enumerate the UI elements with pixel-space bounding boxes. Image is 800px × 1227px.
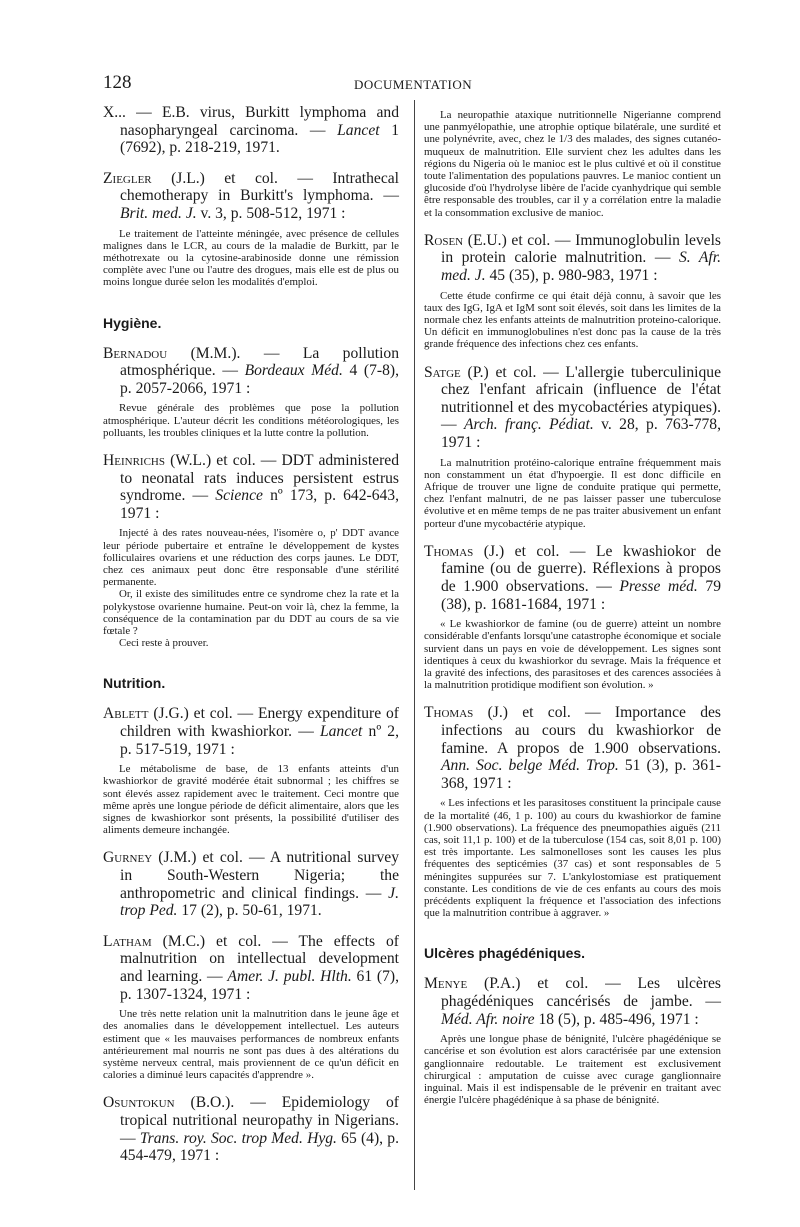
journal-name: Bordeaux Méd. bbox=[244, 362, 343, 380]
abstract-paragraph: Cette étude confirme ce qui était déjà connu, à savoir que les taux des IgG, IgA et IgM sont soit élevés, soit dans les limites de la normale chez les enfants atteints de malnutrition proteino-calorique. Un déficit en immunoglobulines n'est donc pas la cause de la très grande fréquence des infections chez ces enfants. bbox=[424, 289, 721, 351]
citation-text: X... — E.B. virus, Burkitt lymphoma and nasopharyngeal carcinoma. — bbox=[103, 104, 399, 139]
right-column bbox=[424, 104, 721, 1119]
citation-details: v. 3, p. 508-512, 1971 : bbox=[196, 204, 346, 222]
author-name: Bernadou bbox=[103, 344, 168, 362]
abstract-paragraph: Revue générale des problèmes que pose la pollution atmosphérique. L'auteur décrit les conditions météorologiques, les polluants, les troubles cliniques et la lutte contre la pollution. bbox=[103, 402, 399, 439]
citation-details: 79 (38), p. 1681-1684, 1971 : bbox=[441, 578, 721, 613]
citation bbox=[103, 1094, 399, 1164]
citation bbox=[424, 232, 721, 285]
citation bbox=[103, 452, 399, 522]
abstract-paragraph: Après une longue phase de bénignité, l'ulcère phagédénique se cancérise et son évolution est alors caractérisée par une extension ganglionnaire redoutable. Le traitement est exclusivement chirurgical : amputation de cuisse avec curage ganglionnaire inguinal. Mais il est indispensable de le prévenir en traitant avec énergie l'ulcère phagédénique à sa phase de bénignité. bbox=[424, 1033, 721, 1107]
journal-name: Trans. roy. Soc. trop Med. Hyg. bbox=[139, 1129, 337, 1147]
column-divider bbox=[414, 100, 415, 1190]
journal-name: Ann. Soc. belge Méd. Trop. bbox=[441, 757, 619, 775]
author-name: Ziegler bbox=[103, 169, 152, 187]
citation-details: nº 173, p. 642-643, 1971 : bbox=[120, 487, 399, 522]
author-name: Thomas bbox=[424, 542, 474, 560]
citation-details: v. 28, p. 763-778, 1971 : bbox=[441, 416, 721, 451]
abstract-paragraph: Le traitement de l'atteinte méningée, avec présence de cellules malignes dans le LCR, au cours de la maladie de Burkitt, par le méthotrexate ou la cytosine-arabinoside donne une rémission complète avec l'une ou l'autre des drogues, mais elle est de plus ou moins longue durée selon les modalités d'emploi. bbox=[103, 227, 399, 289]
citation bbox=[103, 933, 399, 1003]
bibliography-entry bbox=[103, 705, 399, 836]
abstract-paragraph: Injecté à des rates nouveau-nées, l'isomère o, p' DDT avance leur période pubertaire et entraîne le développement de kystes folliculaires ovariens et une réduction des corps jaunes. Le DDT, chez ces animaux peut donc être responsable d'une stérilité permanente. bbox=[103, 527, 399, 589]
section-heading: Nutrition. bbox=[103, 675, 166, 692]
citation-text: (W.L.) et col. — DDT administered to neonatal rats induces persistent estrus syndrome. — bbox=[120, 451, 399, 505]
abstract-paragraph: Une très nette relation unit la malnutrition dans le jeune âge et des anomalies dans le développement intellectuel. Les auteurs estiment que « les mauvaises performances de nombreux enfants antérieurement mal nourris ne sont pas dues à des altérations du système nerveux central, mais proviennent de ce qu'un déficit en calories a diminué leurs capacités d'apprendre ». bbox=[103, 1008, 399, 1082]
citation-text: (B.O.). — Epidemiology of tropical nutritional neuropathy in Nigerians. — bbox=[120, 1094, 399, 1147]
journal-name: S. Afr. med. J. bbox=[441, 249, 721, 285]
journal-name: Presse méd. bbox=[619, 578, 698, 595]
abstract-paragraph: La neuropathie ataxique nutritionnelle Nigerianne comprend une panmyélopathie, une atrophie optique bilatérale, une surdité et une polynévrite, avec, chez le 1/3 des malades, des signes cutanéo-muqueux de malnutrition. Elle survient chez les adultes dans les régions du Nigeria où le manioc est le plus cultivé et où il constitue toute l'alimentation des populations pauvres. Le manioc contient un glucoside d'où l'hydrolyse libère de l'acide cyanhydrique qui semble être responsable des troubles, car il y a corrélation entre la maladie et la consommation exclusive de manioc. bbox=[424, 109, 721, 219]
citation-text: (J.) et col. — Le kwashiokor de famine (ou de guerre). Réflexions à propos de 1.900 observations. — bbox=[441, 542, 721, 595]
citation bbox=[103, 170, 399, 223]
bibliography-entry bbox=[424, 543, 721, 692]
bibliography-entry bbox=[103, 849, 399, 919]
journal-name: J. trop Ped. bbox=[120, 884, 399, 920]
bibliography-entry bbox=[103, 452, 399, 649]
citation-details: 17 (2), p. 50-61, 1971. bbox=[177, 902, 322, 920]
bibliography-entry bbox=[424, 975, 721, 1106]
journal-name: Lancet bbox=[319, 722, 363, 740]
author-name: Menye bbox=[424, 975, 468, 993]
left-column bbox=[103, 104, 399, 1178]
citation bbox=[424, 543, 721, 613]
citation-text: (M.M.). — La pollution atmosphérique. — bbox=[120, 344, 399, 380]
citation-text: (P.) et col. — L'allergie tuberculinique chez l'enfant africain (influence de l'état nutritionnel et des mycobactéries atypiques). — bbox=[441, 363, 721, 434]
citation bbox=[424, 975, 721, 1028]
journal-name: Lancet bbox=[337, 121, 380, 139]
author-name: Osuntokun bbox=[103, 1094, 175, 1112]
bibliography-entry bbox=[103, 1094, 399, 1164]
journal-name: Amer. J. publ. Hlth. bbox=[227, 967, 352, 985]
citation-text: (J.G.) et col. — Energy expenditure of children with kwashiorkor. — bbox=[120, 705, 399, 740]
bibliography-entry bbox=[103, 104, 399, 157]
author-name: Heinrichs bbox=[103, 451, 165, 469]
citation-text: (M.C.) et col. — The effects of malnutrition on intellectual development and learning. — bbox=[120, 932, 399, 985]
page-number: 128 bbox=[103, 72, 132, 93]
bibliography-entry bbox=[424, 232, 721, 351]
citation-details: 1 (7692), p. 218-219, 1971. bbox=[120, 121, 399, 157]
citation-details: 4 (7-8), p. 2057-2066, 1971 : bbox=[120, 362, 399, 397]
author-name: Latham bbox=[103, 932, 152, 950]
abstract-paragraph: « Le kwashiorkor de famine (ou de guerre) atteint un nombre considérable d'enfants lorsqu'une catastrophe économique et sociale survient dans un pays en voie de développement. Les signes sont identiques à ceux du kwashiorkor du sevrage. Mais la fréquence et la gravité des infections, des parasitoses et des carences associées à la malnutrition protidique modifient son évolution. » bbox=[424, 618, 721, 692]
citation-details: 51 (3), p. 361-368, 1971 : bbox=[441, 757, 721, 792]
section-heading: Ulcères phagédéniques. bbox=[424, 945, 586, 962]
journal-name: Méd. Afr. noire bbox=[441, 1010, 535, 1028]
citation bbox=[103, 345, 399, 398]
citation-details: nº 2, p. 517-519, 1971 : bbox=[120, 722, 400, 758]
citation bbox=[424, 704, 721, 792]
abstract-paragraph: Or, il existe des similitudes entre ce syndrome chez la rate et la polykystose ovarienne humaine. Peut-on voir là, chez la femme, la conséquence de la contamination par du DDT au cours de sa vie fœtale ? bbox=[103, 588, 399, 637]
author-name: Satge bbox=[424, 363, 461, 381]
citation-details: 61 (7), p. 1307-1324, 1971 : bbox=[120, 967, 399, 1003]
bibliography-entry bbox=[424, 704, 721, 919]
author-name: Ablett bbox=[103, 705, 149, 723]
citation-text: (P.A.) et col. — Les ulcères phagédéniques cancérisés de jambe. — bbox=[441, 975, 721, 1010]
bibliography-entry bbox=[103, 933, 399, 1082]
citation-details: 65 (4), p. 454-479, 1971 : bbox=[120, 1129, 399, 1165]
bibliography-entry bbox=[103, 345, 399, 439]
author-name: Thomas bbox=[424, 704, 474, 722]
journal-name: Brit. med. J. bbox=[120, 204, 197, 222]
author-name: Rosen bbox=[424, 231, 464, 249]
citation bbox=[103, 849, 399, 919]
abstract-paragraph: Le métabolisme de base, de 13 enfants atteints d'un kwashiorkor de gravité modérée était subnormal ; les chiffres se sont élevés assez rapidement avec le traitement. Ceci montre que même après une longue période de déficit alimentaire, alors que les signes de kwashiorkor sont présents, la possibilité d'utiliser des aliments demeure inchangée. bbox=[103, 763, 399, 837]
citation bbox=[103, 104, 399, 157]
bibliography-entry bbox=[424, 364, 721, 530]
bibliography-entry bbox=[103, 170, 399, 289]
citation bbox=[103, 705, 399, 758]
citation-details: 18 (5), p. 485-496, 1971 : bbox=[534, 1010, 699, 1028]
abstract-paragraph: La malnutrition protéino-calorique entraîne fréquemment mais non constamment un état d'hypoergie. Il est donc difficile en Afrique de trouver une ligne de conduite pratique qui permette, chez l'enfant malnutri, de ne pas laisser passer une tuberculose évolutive et en même temps de ne pas traiter abusivement un enfant porteur d'une mycobactérie atypique. bbox=[424, 456, 721, 530]
abstract-paragraph: Ceci reste à prouver. bbox=[119, 637, 209, 650]
citation-text: (J.L.) et col. — Intrathecal chemotherapy in Burkitt's lymphoma. — bbox=[120, 169, 399, 205]
citation-details: 45 (35), p. 980-983, 1971 : bbox=[485, 267, 658, 285]
citation-text: (J.) et col. — Importance des infections au cours du kwashiorkor de famine. A propos de 1.900 observations. bbox=[441, 704, 721, 757]
author-name: Gurney bbox=[103, 849, 153, 867]
journal-name: Science bbox=[215, 487, 263, 505]
citation bbox=[424, 364, 721, 452]
section-heading: Hygiène. bbox=[103, 314, 162, 331]
citation-text: (J.M.) et col. — A nutritional survey in South-Western Nigeria; the anthropometric and clinical findings. — bbox=[120, 849, 399, 902]
citation-text: (E.U.) et col. — Immunoglobulin levels in protein calorie malnutrition. — bbox=[441, 231, 721, 267]
abstract-paragraph: « Les infections et les parasitoses constituent la principale cause de la mortalité (46, 1 p. 100) au cours du kwashiorkor de famine (1.900 observations). La fréquence des pneumopathies aiguës (211 cas, soit 11,1 p. 100) et de la tuberculose (154 cas, soit 8,01 p. 100) est très importante. Les salmonelloses sont les causes les plus fréquentes des septicémies (37 cas) et sont responsables de 5 méningites suppurées sur 7. L'ankylostomiase est pratiquement constante. Les conditions de vie de ces enfants au cours des mois précédents expliquent la fréquence et l'association des infections que la malnutrition contribue à aggraver. » bbox=[424, 797, 721, 920]
running-title: DOCUMENTATION bbox=[354, 77, 473, 92]
bibliography-entry bbox=[424, 109, 721, 219]
journal-name: Arch. franç. Pédiat. bbox=[463, 416, 594, 434]
